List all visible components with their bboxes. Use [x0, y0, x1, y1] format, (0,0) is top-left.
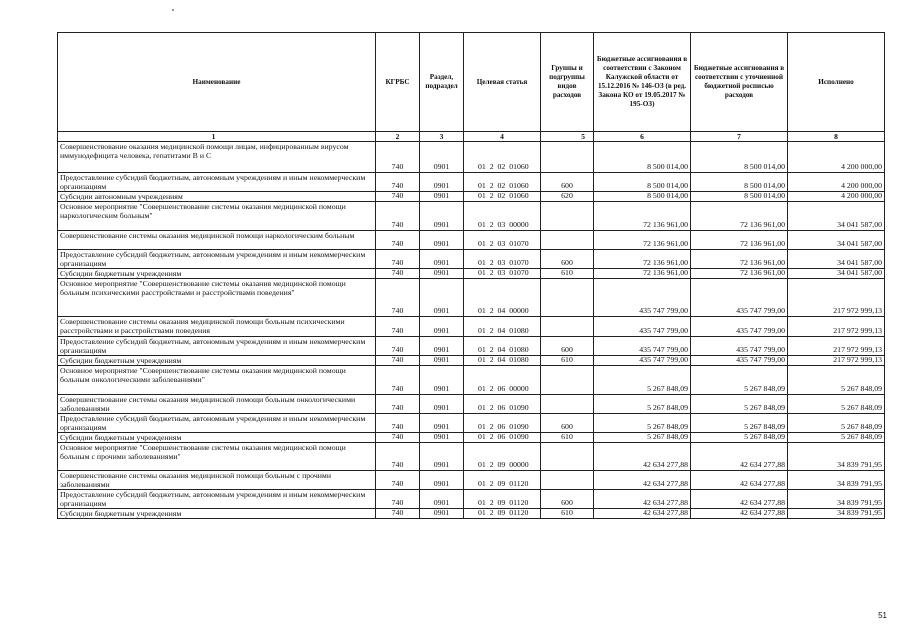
- row-name: Предоставление субсидий бюджетным, автономным учреждениям и иным некоммерческим организациям: [58, 490, 376, 509]
- row-razdel: 0901: [420, 192, 464, 202]
- row-assigned-law: 42 634 277,88: [594, 490, 691, 509]
- row-kgrbs: 740: [376, 317, 420, 337]
- table-row: [58, 509, 885, 519]
- row-executed: 4 200 000,00: [788, 192, 885, 202]
- row-assigned-law: 5 267 848,09: [594, 414, 691, 433]
- row-target: 01 2 06 01090: [464, 433, 541, 443]
- row-name: Основное мероприятие "Совершенствование системы оказания медицинской помощи больным онкологическими заболеваниями": [58, 366, 376, 395]
- row-assigned-updated: 435 747 799,00: [691, 337, 788, 356]
- row-kgrbs: 740: [376, 471, 420, 490]
- row-assigned-updated: 72 136 961,00: [691, 202, 788, 231]
- row-razdel: 0901: [420, 356, 464, 366]
- row-group: [541, 317, 594, 337]
- row-kgrbs: 740: [376, 142, 420, 173]
- row-target: 01 2 04 01080: [464, 337, 541, 356]
- table-row: [58, 202, 885, 231]
- row-group: [541, 443, 594, 471]
- row-assigned-law: 435 747 799,00: [594, 356, 691, 366]
- column-number: 1: [58, 132, 376, 142]
- row-assigned-updated: 8 500 014,00: [691, 173, 788, 192]
- row-group: 610: [541, 433, 594, 443]
- column-number: 6: [594, 132, 691, 142]
- header-assigned-law: Бюджетные ассигнования в соответствии с Законом Калужской области от 15.12.2016 № 146-ОЗ (в ред. Закона КО от 19.05.2017 № 195-ОЗ): [594, 33, 691, 132]
- row-group: 620: [541, 192, 594, 202]
- row-kgrbs: 740: [376, 231, 420, 250]
- column-number: 2: [376, 132, 420, 142]
- row-target: 01 2 06 01090: [464, 414, 541, 433]
- table-row: [58, 414, 885, 433]
- row-assigned-law: 435 747 799,00: [594, 317, 691, 337]
- row-razdel: 0901: [420, 279, 464, 317]
- row-group: [541, 231, 594, 250]
- row-group: 600: [541, 173, 594, 192]
- row-razdel: 0901: [420, 231, 464, 250]
- row-executed: 34 041 587,00: [788, 231, 885, 250]
- row-target: 01 2 03 00000: [464, 202, 541, 231]
- table-row: [58, 279, 885, 317]
- row-target: 01 2 03 01070: [464, 231, 541, 250]
- table-row: [58, 231, 885, 250]
- header-kgrbs: КГРБС: [376, 33, 420, 132]
- row-kgrbs: 740: [376, 192, 420, 202]
- row-assigned-law: 435 747 799,00: [594, 337, 691, 356]
- table-row: [58, 433, 885, 443]
- row-group: 600: [541, 414, 594, 433]
- column-number: 5: [541, 132, 594, 142]
- row-assigned-law: 72 136 961,00: [594, 250, 691, 269]
- row-executed: 34 041 587,00: [788, 202, 885, 231]
- row-assigned-updated: 5 267 848,09: [691, 433, 788, 443]
- row-razdel: 0901: [420, 337, 464, 356]
- row-assigned-updated: 5 267 848,09: [691, 366, 788, 395]
- row-kgrbs: 740: [376, 356, 420, 366]
- table-row: [58, 337, 885, 356]
- table-row: [58, 356, 885, 366]
- row-target: 01 2 09 01120: [464, 471, 541, 490]
- row-razdel: 0901: [420, 142, 464, 173]
- table-row: [58, 173, 885, 192]
- row-name: Основное мероприятие "Совершенствование системы оказания медицинской помощи больным с прочими заболеваниями": [58, 443, 376, 471]
- row-kgrbs: 740: [376, 366, 420, 395]
- row-executed: 34 041 587,00: [788, 269, 885, 279]
- row-executed: 217 972 999,13: [788, 337, 885, 356]
- row-executed: 5 267 848,09: [788, 395, 885, 414]
- row-razdel: 0901: [420, 202, 464, 231]
- row-group: [541, 366, 594, 395]
- row-assigned-law: 5 267 848,09: [594, 433, 691, 443]
- row-target: 01 2 09 00000: [464, 443, 541, 471]
- row-target: 01 2 03 01070: [464, 269, 541, 279]
- row-razdel: 0901: [420, 443, 464, 471]
- row-target: 01 2 06 01090: [464, 395, 541, 414]
- row-assigned-law: 5 267 848,09: [594, 366, 691, 395]
- row-assigned-law: 72 136 961,00: [594, 231, 691, 250]
- row-name: Субсидии бюджетным учреждениям: [58, 433, 376, 443]
- row-assigned-updated: 42 634 277,88: [691, 509, 788, 519]
- table-row: [58, 142, 885, 173]
- row-kgrbs: 740: [376, 269, 420, 279]
- header-target: Целевая статья: [464, 33, 541, 132]
- column-number: 8: [788, 132, 885, 142]
- row-name: Совершенствование оказания медицинской помощи лицам, инфицированным вирусом иммунодефицита человека, гепатитами В и С: [58, 142, 376, 173]
- table-body: [58, 142, 885, 519]
- row-assigned-law: 8 500 014,00: [594, 192, 691, 202]
- row-assigned-updated: 435 747 799,00: [691, 356, 788, 366]
- row-razdel: 0901: [420, 269, 464, 279]
- row-kgrbs: 740: [376, 490, 420, 509]
- row-name: Предоставление субсидий бюджетным, автономным учреждениям и иным некоммерческим организациям: [58, 250, 376, 269]
- row-kgrbs: 740: [376, 443, 420, 471]
- row-razdel: 0901: [420, 317, 464, 337]
- row-executed: 34 839 791,95: [788, 509, 885, 519]
- row-assigned-law: 72 136 961,00: [594, 269, 691, 279]
- row-name: Совершенствование системы оказания медицинской помощи больным онкологическими заболеваниями: [58, 395, 376, 414]
- row-target: 01 2 04 01080: [464, 317, 541, 337]
- row-assigned-updated: 42 634 277,88: [691, 490, 788, 509]
- row-target: 01 2 09 01120: [464, 509, 541, 519]
- column-number: 3: [420, 132, 464, 142]
- row-assigned-updated: 42 634 277,88: [691, 443, 788, 471]
- header-assigned-updated: Бюджетные ассигнования в соответствии с уточненной бюджетной росписью расходов: [691, 33, 788, 132]
- row-assigned-updated: 8 500 014,00: [691, 142, 788, 173]
- row-assigned-updated: 42 634 277,88: [691, 471, 788, 490]
- row-kgrbs: 740: [376, 173, 420, 192]
- row-name: Основное мероприятие "Совершенствование системы оказания медицинской помощи наркологическим больным": [58, 202, 376, 231]
- budget-table: [57, 32, 885, 519]
- row-assigned-law: 8 500 014,00: [594, 142, 691, 173]
- row-razdel: 0901: [420, 414, 464, 433]
- row-kgrbs: 740: [376, 395, 420, 414]
- row-name: Субсидии автономным учреждениям: [58, 192, 376, 202]
- table-row: [58, 366, 885, 395]
- table-row: [58, 471, 885, 490]
- row-kgrbs: 740: [376, 202, 420, 231]
- row-group: 600: [541, 337, 594, 356]
- row-executed: 34 839 791,95: [788, 490, 885, 509]
- row-kgrbs: 740: [376, 433, 420, 443]
- row-target: 01 2 04 01080: [464, 356, 541, 366]
- row-executed: 5 267 848,09: [788, 366, 885, 395]
- row-executed: 5 267 848,09: [788, 433, 885, 443]
- header-razdel: Раздел, подраздел: [420, 33, 464, 132]
- row-name: Совершенствование системы оказания медицинской помощи больным с прочими заболеваниями: [58, 471, 376, 490]
- row-target: 01 2 06 00000: [464, 366, 541, 395]
- row-executed: 217 972 999,13: [788, 317, 885, 337]
- row-razdel: 0901: [420, 366, 464, 395]
- row-razdel: 0901: [420, 509, 464, 519]
- row-assigned-updated: 72 136 961,00: [691, 231, 788, 250]
- row-group: [541, 279, 594, 317]
- row-group: 600: [541, 250, 594, 269]
- row-name: Субсидии бюджетным учреждениям: [58, 269, 376, 279]
- row-kgrbs: 740: [376, 279, 420, 317]
- row-executed: 34 839 791,95: [788, 443, 885, 471]
- row-kgrbs: 740: [376, 414, 420, 433]
- row-executed: 5 267 848,09: [788, 414, 885, 433]
- row-assigned-updated: 8 500 014,00: [691, 192, 788, 202]
- row-assigned-updated: 5 267 848,09: [691, 414, 788, 433]
- table-row: [58, 269, 885, 279]
- row-razdel: 0901: [420, 433, 464, 443]
- row-kgrbs: 740: [376, 509, 420, 519]
- row-executed: 217 972 999,13: [788, 356, 885, 366]
- row-group: 600: [541, 490, 594, 509]
- row-target: 01 2 02 01060: [464, 192, 541, 202]
- row-assigned-law: 8 500 014,00: [594, 173, 691, 192]
- row-executed: 217 972 999,13: [788, 279, 885, 317]
- row-assigned-updated: 72 136 961,00: [691, 250, 788, 269]
- row-group: [541, 395, 594, 414]
- table-row: [58, 250, 885, 269]
- row-name: Основное мероприятие "Совершенствование системы оказания медицинской помощи больным психическими расстройствами и расстройствами поведения": [58, 279, 376, 317]
- table-row: [58, 443, 885, 471]
- table-row: [58, 490, 885, 509]
- row-group: 610: [541, 509, 594, 519]
- header-name: Наименование: [58, 33, 376, 132]
- row-target: 01 2 09 01120: [464, 490, 541, 509]
- header-row: [58, 33, 885, 132]
- row-executed: 4 200 000,00: [788, 173, 885, 192]
- row-executed: 4 200 000,00: [788, 142, 885, 173]
- page-number: 51: [878, 611, 887, 620]
- row-group: 610: [541, 356, 594, 366]
- row-name: Субсидии бюджетным учреждениям: [58, 356, 376, 366]
- row-kgrbs: 740: [376, 337, 420, 356]
- row-target: 01 2 03 01070: [464, 250, 541, 269]
- row-name: Субсидии бюджетным учреждениям: [58, 509, 376, 519]
- table-row: [58, 395, 885, 414]
- table-row: [58, 192, 885, 202]
- row-assigned-law: 42 634 277,88: [594, 471, 691, 490]
- row-razdel: 0901: [420, 173, 464, 192]
- row-name: Совершенствование системы оказания медицинской помощи наркологическим больным: [58, 231, 376, 250]
- row-assigned-law: 72 136 961,00: [594, 202, 691, 231]
- row-target: 01 2 02 01060: [464, 173, 541, 192]
- row-assigned-updated: 435 747 799,00: [691, 279, 788, 317]
- row-name: Совершенствование системы оказания медицинской помощи больным психическими расстройствами и расстройствами поведения: [58, 317, 376, 337]
- row-executed: 34 839 791,95: [788, 471, 885, 490]
- row-razdel: 0901: [420, 250, 464, 269]
- row-group: [541, 202, 594, 231]
- row-target: 01 2 02 01060: [464, 142, 541, 173]
- scan-speck: [172, 9, 174, 11]
- row-kgrbs: 740: [376, 250, 420, 269]
- row-group: [541, 142, 594, 173]
- row-razdel: 0901: [420, 490, 464, 509]
- row-assigned-law: 42 634 277,88: [594, 509, 691, 519]
- row-name: Предоставление субсидий бюджетным, автономным учреждениям и иным некоммерческим организациям: [58, 414, 376, 433]
- row-executed: 34 041 587,00: [788, 250, 885, 269]
- row-razdel: 0901: [420, 471, 464, 490]
- row-razdel: 0901: [420, 395, 464, 414]
- row-assigned-law: 5 267 848,09: [594, 395, 691, 414]
- row-name: Предоставление субсидий бюджетным, автономным учреждениям и иным некоммерческим организациям: [58, 337, 376, 356]
- table-row: [58, 317, 885, 337]
- row-assigned-updated: 5 267 848,09: [691, 395, 788, 414]
- row-assigned-updated: 435 747 799,00: [691, 317, 788, 337]
- row-group: 610: [541, 269, 594, 279]
- row-assigned-updated: 72 136 961,00: [691, 269, 788, 279]
- header-executed: Исполнено: [788, 33, 885, 132]
- row-assigned-law: 42 634 277,88: [594, 443, 691, 471]
- row-name: Предоставление субсидий бюджетным, автономным учреждениям и иным некоммерческим организациям: [58, 173, 376, 192]
- row-group: [541, 471, 594, 490]
- column-number: 7: [691, 132, 788, 142]
- header-groups: Группы и подгруппы видов расходов: [541, 33, 594, 132]
- row-assigned-law: 435 747 799,00: [594, 279, 691, 317]
- column-number-row: [58, 132, 885, 142]
- column-number: 4: [464, 132, 541, 142]
- row-target: 01 2 04 00000: [464, 279, 541, 317]
